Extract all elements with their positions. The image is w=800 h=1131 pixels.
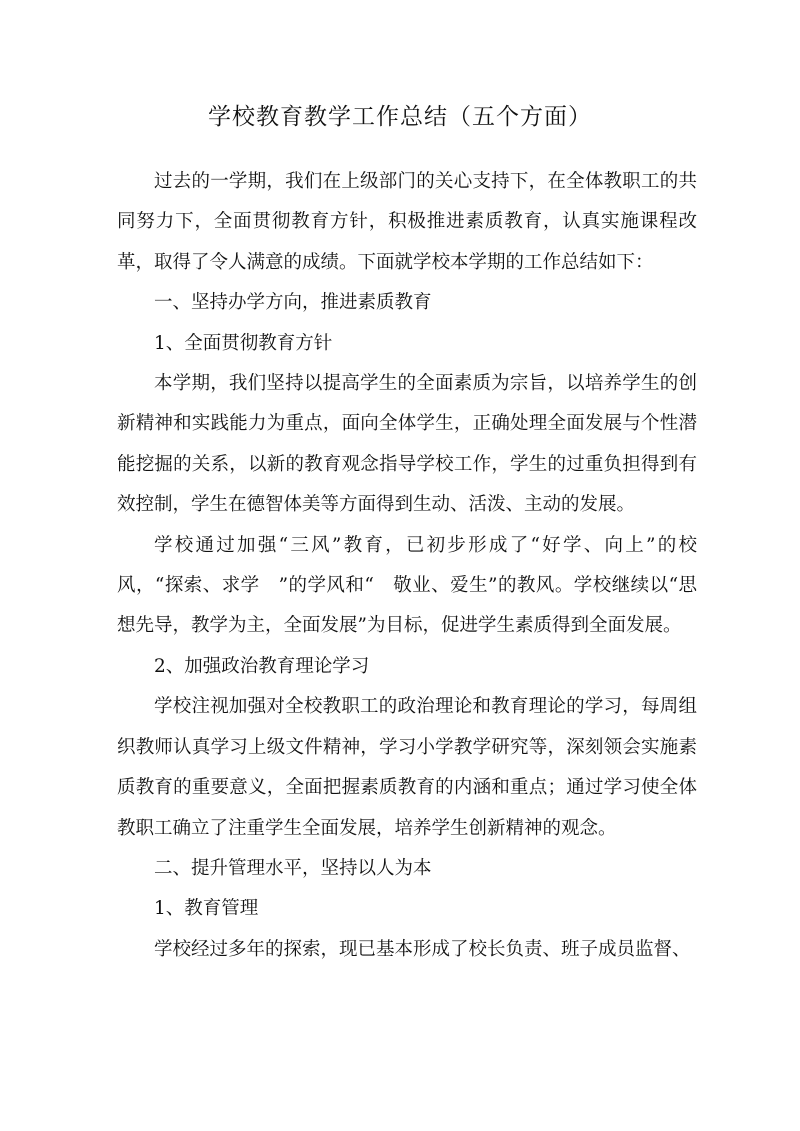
document-body — [117, 162, 697, 970]
intro-paragraph: 过去的一学期，我们在上级部门的关心支持下，在全体教职工的共同努力下，全面贯彻教育方针，积极推进素质教育，认真实施课程改革，取得了令人满意的成绩。下面就学校本学期的工作总结如下： — [117, 171, 697, 273]
body-paragraph: 学校通过加强“三风”教育，已初步形成了“好学、向上”的校风，“探索、求学 ”的学风和“ 敬业、爱生”的教风。学校继续以“思想先导，教学为主，全面发展”为目标，促进学生素质得到全面发展。 — [117, 534, 697, 637]
document-title: 学校教育教学工作总结（五个方面） — [208, 104, 592, 130]
subsection-heading-1-1: 1、全面贯彻教育方针 — [154, 332, 333, 354]
body-paragraph: 本学期，我们坚持以提高学生的全面素质为宗旨，以培养学生的创新精神和实践能力为重点，面向全体学生，正确处理全面发展与个性潜能挖掘的关系，以新的教育观念指导学校工作，学生的过重负担得到有效控制，学生在德智体美等方面得到生动、活泼、主动的发展。 — [117, 373, 697, 516]
section-heading-1: 一、坚持办学方向，推进素质教育 — [154, 292, 432, 314]
subsection-heading-1-2: 2、加强政治教育理论学习 — [154, 655, 370, 677]
body-paragraph: 学校经过多年的探索，现已基本形成了校长负责、班子成员监督、 — [154, 938, 691, 960]
body-paragraph: 学校注视加强对全校教职工的政治理论和教育理论的学习，每周组织教师认真学习上级文件精神，学习小学教学研究等，深刻领会实施素质教育的重要意义，全面把握素质教育的内涵和重点；通过学习使全体教职工确立了注重学生全面发展，培养学生创新精神的观念。 — [117, 696, 697, 839]
subsection-heading-2-1: 1、教育管理 — [154, 898, 259, 920]
section-heading-2: 二、提升管理水平，坚持以人为本 — [154, 857, 432, 879]
